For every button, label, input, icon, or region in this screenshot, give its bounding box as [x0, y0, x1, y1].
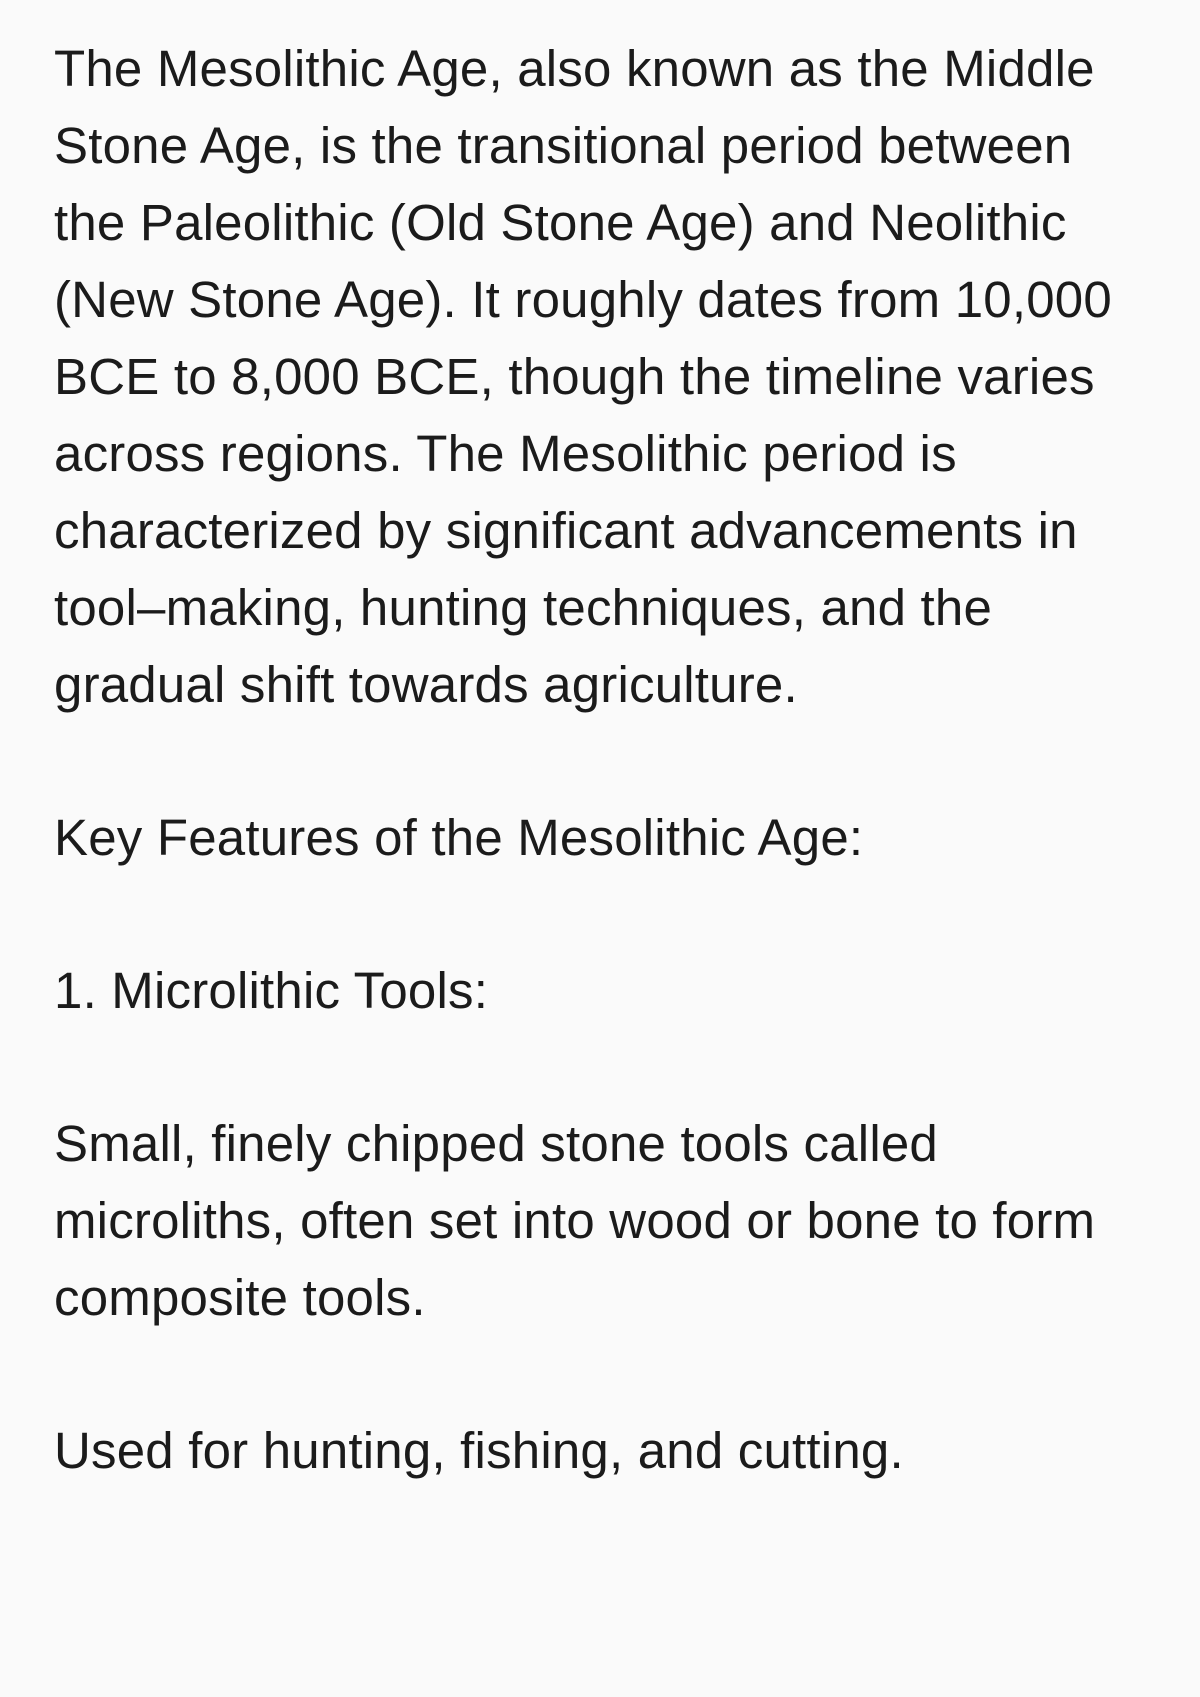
section-1-heading: 1. Microlithic Tools: — [54, 962, 489, 1019]
section-1-usage: Used for hunting, fishing, and cutting. — [54, 1422, 904, 1479]
spacer — [54, 876, 1140, 952]
features-heading: Key Features of the Mesolithic Age: — [54, 809, 864, 866]
spacer — [54, 1029, 1140, 1105]
spacer — [54, 723, 1140, 799]
intro-paragraph: The Mesolithic Age, also known as the Middle Stone Age, is the transitional period between the Paleolithic (Old Stone Age) and Neolithic (New Stone Age). It roughly dates from 10,000 BCE to 8,000 BCE, though the timeline varies across regions. The Mesolithic period is characterized by significant advancements in tool–making, hunting techniques, and the gradual shift towards agriculture. — [54, 40, 1112, 713]
spacer — [54, 1336, 1140, 1412]
section-1-paragraph: Small, finely chipped stone tools called microliths, often set into wood or bone to form composite tools. — [54, 1115, 1096, 1326]
